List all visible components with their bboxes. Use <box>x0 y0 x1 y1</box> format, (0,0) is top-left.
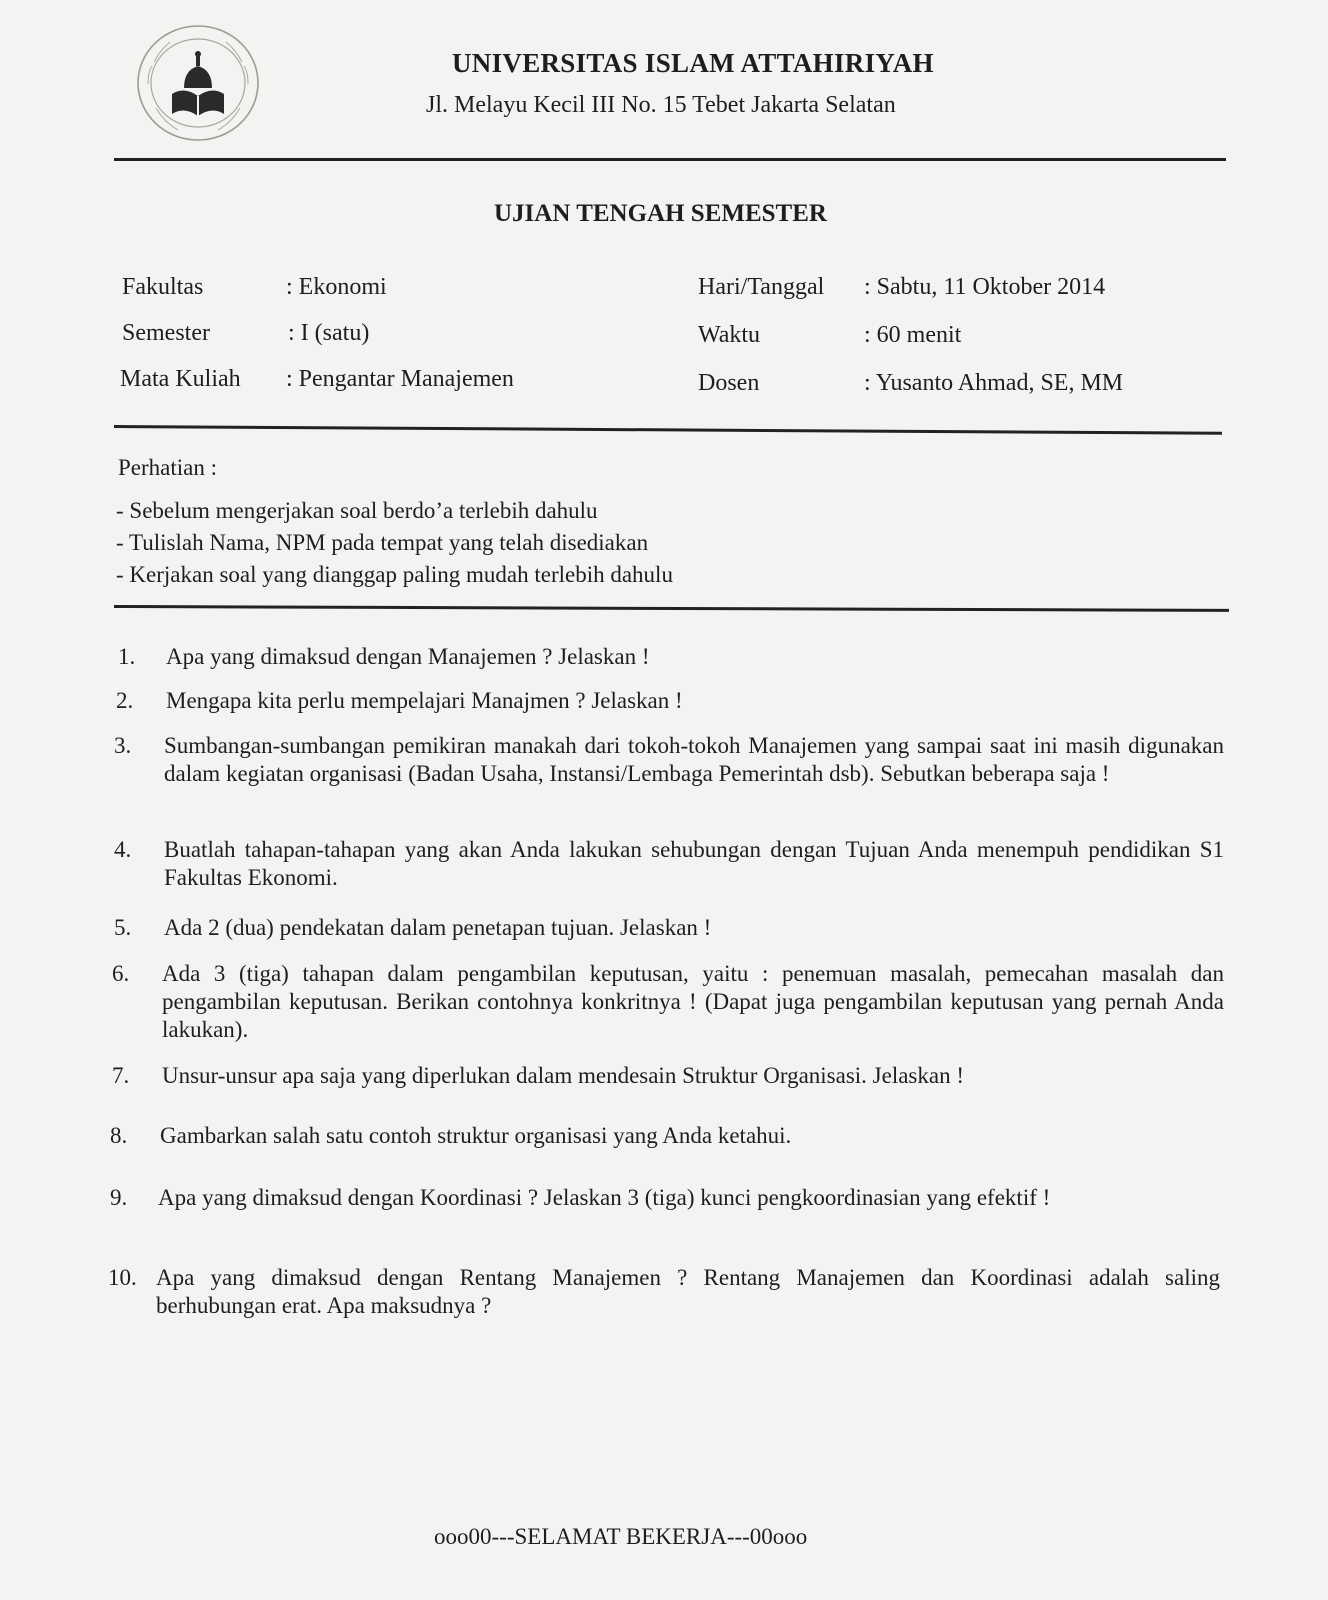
question-number: 2. <box>116 688 134 713</box>
dosen-label: Dosen <box>698 370 760 396</box>
closing-note: ooo00---SELAMAT BEKERJA---00ooo <box>434 1524 808 1549</box>
question-number: 6. <box>112 961 130 986</box>
hari-tanggal-value: : Sabtu, 11 Oktober 2014 <box>864 274 1106 300</box>
question-text: Mengapa kita perlu mempelajari Manajmen ? Jelaskan ! <box>166 688 683 713</box>
semester-label: Semester <box>122 320 210 346</box>
mata-kuliah-value: : Pengantar Manajemen <box>286 366 514 392</box>
question-number: 7. <box>112 1063 130 1088</box>
info-divider <box>114 425 1222 435</box>
question-text: Apa yang dimaksud dengan Koordinasi ? Jelaskan 3 (tiga) kunci pengkoordinasian yang efektif ! <box>158 1185 1051 1210</box>
question-number: 4. <box>114 837 132 862</box>
fakultas-value: : Ekonomi <box>286 274 387 300</box>
notice-divider <box>114 605 1229 612</box>
question-text: Ada 2 (dua) pendekatan dalam penetapan tujuan. Jelaskan ! <box>164 915 712 940</box>
question-number: 9. <box>110 1185 128 1210</box>
notice-item: - Sebelum mengerjakan soal berdo’a terlebih dahulu <box>116 498 598 523</box>
mata-kuliah-label: Mata Kuliah <box>120 366 241 392</box>
question-text: Apa yang dimaksud dengan Manajemen ? Jelaskan ! <box>166 644 650 669</box>
question-number: 3. <box>114 733 132 758</box>
hari-tanggal-label: Hari/Tanggal <box>698 274 825 300</box>
university-name: UNIVERSITAS ISLAM ATTAHIRIYAH <box>452 48 934 78</box>
notice-item: - Tulislah Nama, NPM pada tempat yang telah disediakan <box>116 530 649 555</box>
question-text: Gambarkan salah satu contoh struktur organisasi yang Anda ketahui. <box>160 1123 792 1148</box>
question-number: 5. <box>114 915 132 940</box>
question-number: 1. <box>118 644 136 669</box>
waktu-label: Waktu <box>698 322 761 348</box>
question-text: Apa yang dimaksud dengan Rentang Manajemen ? Rentang Manajemen dan Koordinasi adalah saling berhubungan erat. Apa maksudnya ? <box>156 1265 1220 1318</box>
university-address: Jl. Melayu Kecil III No. 15 Tebet Jakarta Selatan <box>426 92 896 118</box>
question-text: Ada 3 (tiga) tahapan dalam pengambilan keputusan, yaitu : penemuan masalah, pemecahan masalah dan pengambilan keputusan. Berikan contohnya konkritnya ! (Dapat juga pengambilan keputusan yang pernah Anda lakukan). <box>162 961 1224 1042</box>
waktu-value: : 60 menit <box>864 322 962 348</box>
question-text: Sumbangan-sumbangan pemikiran manakah dari tokoh-tokoh Manajemen yang sampai saat ini masih digunakan dalam kegiatan organisasi (Badan Usaha, Instansi/Lembaga Pemerintah dsb). Sebutkan beberapa saja ! <box>164 733 1224 786</box>
university-seal-icon <box>134 22 262 144</box>
header-divider <box>114 158 1226 161</box>
fakultas-label: Fakultas <box>122 274 204 300</box>
semester-value: : I (satu) <box>288 320 370 346</box>
question-text: Buatlah tahapan-tahapan yang akan Anda lakukan sehubungan dengan Tujuan Anda menempuh pendidikan S1 Fakultas Ekonomi. <box>164 837 1224 890</box>
question-number: 8. <box>110 1123 128 1148</box>
notice-item: - Kerjakan soal yang dianggap paling mudah terlebih dahulu <box>116 562 673 587</box>
question-number: 10. <box>108 1265 137 1290</box>
exam-title: UJIAN TENGAH SEMESTER <box>494 200 827 227</box>
question-text: Unsur-unsur apa saja yang diperlukan dalam mendesain Struktur Organisasi. Jelaskan ! <box>162 1063 964 1088</box>
notice-title: Perhatian : <box>118 455 217 480</box>
dosen-value: : Yusanto Ahmad, SE, MM <box>864 370 1124 396</box>
